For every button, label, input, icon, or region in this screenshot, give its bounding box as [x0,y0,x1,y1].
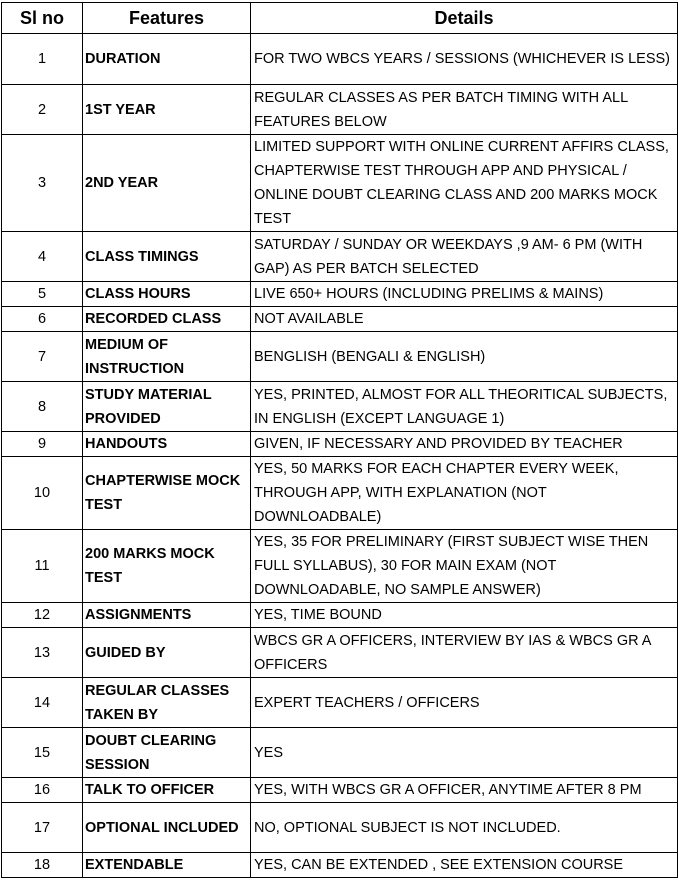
details-cell: LIVE 650+ HOURS (INCLUDING PRELIMS & MAINS) [251,282,678,307]
table-row [2,382,678,432]
feature-cell: GUIDED BY [83,628,251,678]
sl-no-cell: 2 [2,85,83,135]
feature-cell: RECORDED CLASS [83,307,251,332]
sl-no-cell: 1 [2,34,83,85]
details-cell: SATURDAY / SUNDAY OR WEEKDAYS ,9 AM- 6 PM (WITH GAP) AS PER BATCH SELECTED [251,232,678,282]
table-row [2,457,678,530]
sl-no-cell: 17 [2,803,83,853]
table-row [2,853,678,878]
feature-cell: EXTENDABLE [83,853,251,878]
header-row [2,3,678,34]
feature-cell: CLASS TIMINGS [83,232,251,282]
details-cell: BENGLISH (BENGALI & ENGLISH) [251,332,678,382]
feature-cell: CHAPTERWISE MOCK TEST [83,457,251,530]
table-row [2,530,678,603]
header-features: Features [83,3,251,34]
sl-no-cell: 15 [2,728,83,778]
table-row [2,728,678,778]
feature-cell: 2ND YEAR [83,135,251,232]
details-cell: YES, TIME BOUND [251,603,678,628]
sl-no-cell: 12 [2,603,83,628]
sl-no-cell: 7 [2,332,83,382]
details-cell: YES, 50 MARKS FOR EACH CHAPTER EVERY WEEK, THROUGH APP, WITH EXPLANATION (NOT DOWNLOADBALE) [251,457,678,530]
table-row [2,803,678,853]
sl-no-cell: 8 [2,382,83,432]
table-row [2,135,678,232]
sl-no-cell: 10 [2,457,83,530]
table-row [2,34,678,85]
table-row [2,603,678,628]
details-cell: EXPERT TEACHERS / OFFICERS [251,678,678,728]
details-cell: YES, 35 FOR PRELIMINARY (FIRST SUBJECT WISE THEN FULL SYLLABUS), 30 FOR MAIN EXAM (NOT DOWNLOADABLE, NO SAMPLE ANSWER) [251,530,678,603]
feature-cell: DURATION [83,34,251,85]
sl-no-cell: 9 [2,432,83,457]
table-row [2,778,678,803]
sl-no-cell: 16 [2,778,83,803]
table-row [2,282,678,307]
feature-cell: CLASS HOURS [83,282,251,307]
details-cell: LIMITED SUPPORT WITH ONLINE CURRENT AFFIRS CLASS, CHAPTERWISE TEST THROUGH APP AND PHYSICAL / ONLINE DOUBT CLEARING CLASS AND 200 MARKS MOCK TEST [251,135,678,232]
details-cell: GIVEN, IF NECESSARY AND PROVIDED BY TEACHER [251,432,678,457]
details-cell: YES [251,728,678,778]
table-row [2,232,678,282]
feature-cell: 200 MARKS MOCK TEST [83,530,251,603]
sl-no-cell: 14 [2,678,83,728]
details-cell: FOR TWO WBCS YEARS / SESSIONS (WHICHEVER IS LESS) [251,34,678,85]
details-cell: YES, PRINTED, ALMOST FOR ALL THEORITICAL SUBJECTS, IN ENGLISH (EXCEPT LANGUAGE 1) [251,382,678,432]
feature-cell: OPTIONAL INCLUDED [83,803,251,853]
feature-cell: TALK TO OFFICER [83,778,251,803]
feature-cell: MEDIUM OF INSTRUCTION [83,332,251,382]
feature-cell: STUDY MATERIAL PROVIDED [83,382,251,432]
feature-cell: ASSIGNMENTS [83,603,251,628]
details-cell: WBCS GR A OFFICERS, INTERVIEW BY IAS & WBCS GR A OFFICERS [251,628,678,678]
header-details: Details [251,3,678,34]
sl-no-cell: 5 [2,282,83,307]
table-row [2,432,678,457]
sl-no-cell: 4 [2,232,83,282]
table-row [2,628,678,678]
sl-no-cell: 13 [2,628,83,678]
feature-cell: 1ST YEAR [83,85,251,135]
details-cell: NOT AVAILABLE [251,307,678,332]
features-table [1,2,678,878]
table-row [2,332,678,382]
feature-cell: DOUBT CLEARING SESSION [83,728,251,778]
table-body [2,34,678,878]
sl-no-cell: 18 [2,853,83,878]
feature-cell: HANDOUTS [83,432,251,457]
header-sl-no: Sl no [2,3,83,34]
table-row [2,307,678,332]
details-cell: YES, WITH WBCS GR A OFFICER, ANYTIME AFTER 8 PM [251,778,678,803]
sl-no-cell: 3 [2,135,83,232]
table-row [2,85,678,135]
details-cell: REGULAR CLASSES AS PER BATCH TIMING WITH ALL FEATURES BELOW [251,85,678,135]
sl-no-cell: 11 [2,530,83,603]
sl-no-cell: 6 [2,307,83,332]
details-cell: NO, OPTIONAL SUBJECT IS NOT INCLUDED. [251,803,678,853]
details-cell: YES, CAN BE EXTENDED , SEE EXTENSION COURSE [251,853,678,878]
table-row [2,678,678,728]
feature-cell: REGULAR CLASSES TAKEN BY [83,678,251,728]
